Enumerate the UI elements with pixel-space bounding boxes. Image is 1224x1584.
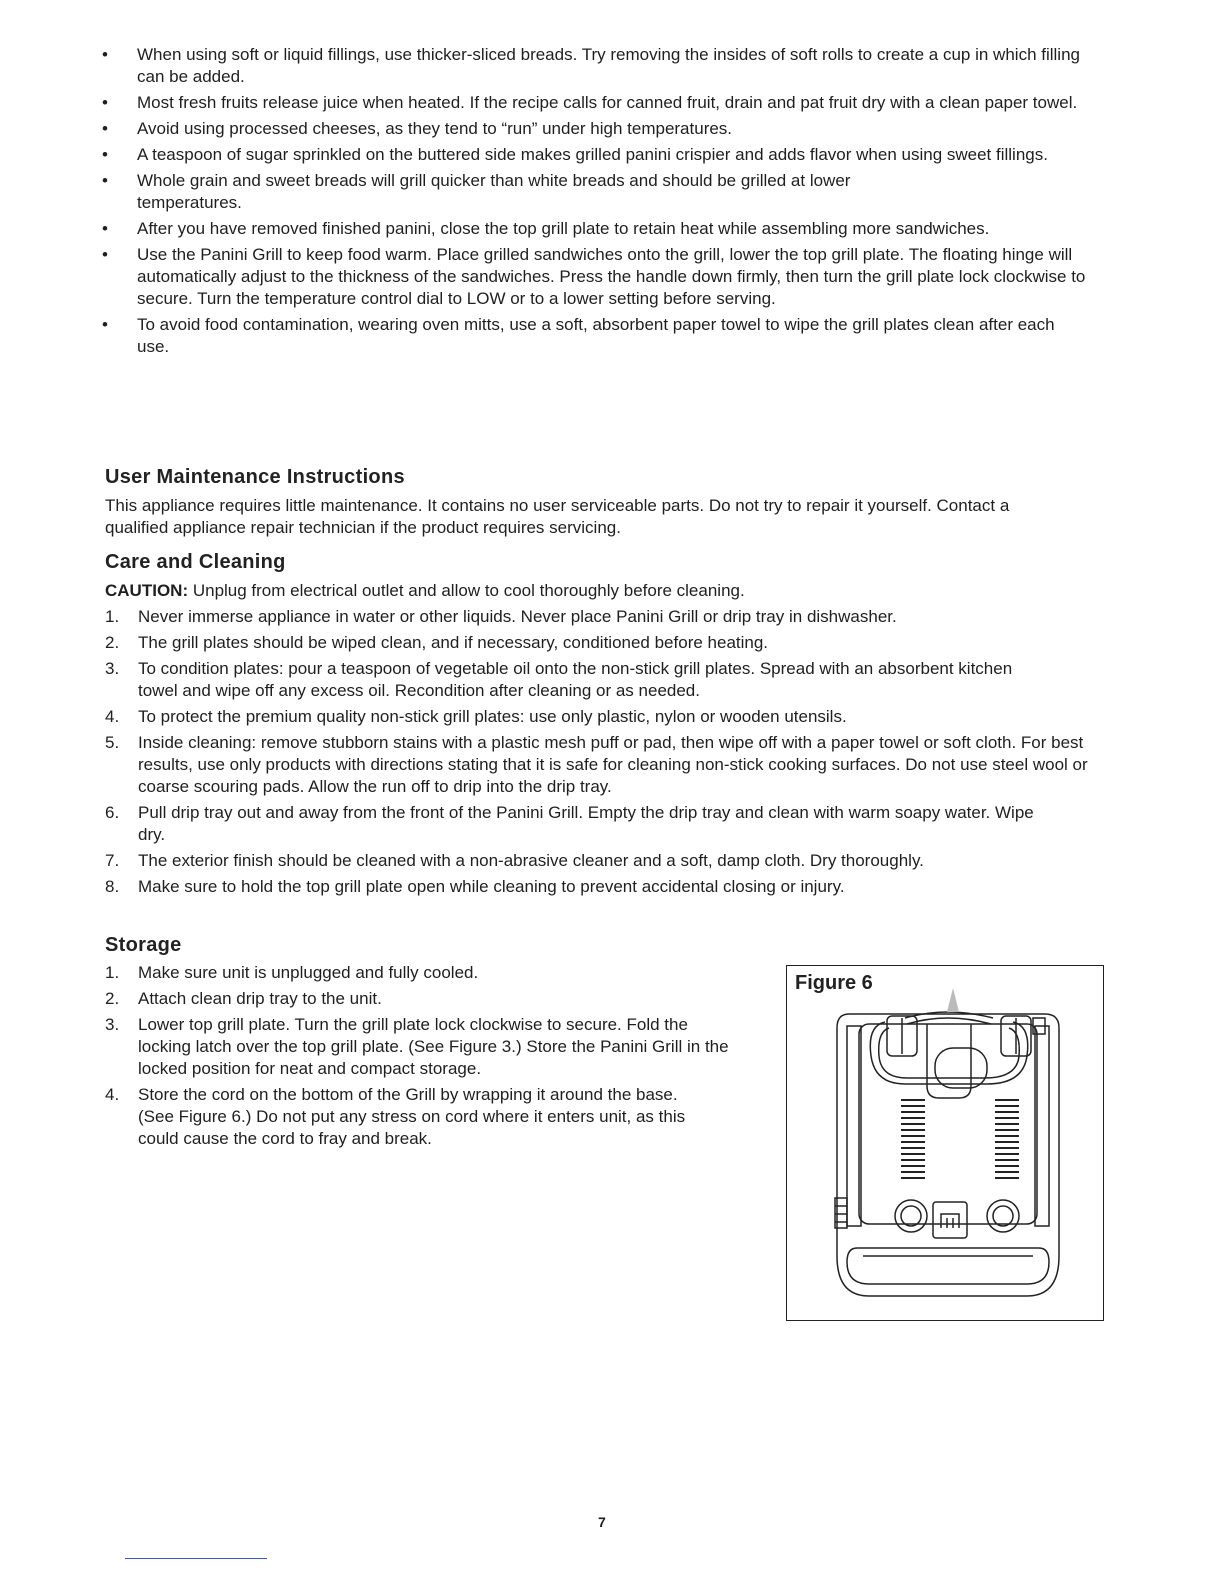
figure-6 — [786, 965, 1104, 1321]
list-item — [100, 44, 1110, 88]
storage-heading: Storage — [105, 934, 182, 956]
list-item — [105, 658, 1100, 702]
bullet-icon: • — [102, 315, 108, 334]
tip-text: Use the Panini Grill to keep food warm. Place grilled sandwiches onto the grill, lower the top grill plate. The floating hinge will automatically adjust to the thickness of the sandwiches. Press the handle down firmly, then turn the grill plate lock clockwise to secure. Turn the temperature control dial to LOW or to a lower setting before serving. — [137, 245, 1086, 308]
step-number: 2. — [105, 989, 120, 1008]
footer-divider — [125, 1558, 267, 1559]
care-steps — [105, 606, 1100, 902]
list-item — [100, 244, 1110, 310]
step-number: 4. — [105, 707, 120, 726]
list-item — [100, 118, 1110, 140]
step-number: 8. — [105, 877, 120, 896]
list-item — [105, 732, 1100, 798]
step-text: Never immerse appliance in water or other liquids. Never place Panini Grill or drip tray in dishwasher. — [138, 607, 897, 626]
list-item — [105, 606, 1100, 628]
bullet-icon: • — [102, 93, 108, 112]
list-item — [100, 170, 1110, 214]
list-item — [100, 314, 1110, 358]
list-item — [100, 218, 1110, 240]
list-item — [105, 988, 735, 1010]
step-number: 2. — [105, 633, 120, 652]
storage-steps — [105, 962, 735, 1154]
step-number: 4. — [105, 1085, 120, 1104]
step-number: 5. — [105, 733, 120, 752]
step-number: 3. — [105, 1015, 120, 1034]
step-number: 3. — [105, 659, 120, 678]
list-item — [105, 962, 735, 984]
tip-text: Whole grain and sweet breads will grill quicker than white breads and should be grilled at lower temperatures. — [137, 171, 851, 212]
tip-text: After you have removed finished panini, close the top grill plate to retain heat while assembling more sandwiches. — [137, 219, 990, 238]
step-text: Lower top grill plate. Turn the grill plate lock clockwise to secure. Fold the locking latch over the top grill plate. (See Figure 3.) Store the Panini Grill in the locked position for neat and compact storage. — [138, 1015, 729, 1078]
tip-text: A teaspoon of sugar sprinkled on the buttered side makes grilled panini crispier and adds flavor when using sweet fillings. — [137, 145, 1048, 164]
maintenance-text: This appliance requires little maintenance. It contains no user serviceable parts. Do not try to repair it yourself. Contact a qualified appliance repair technician if the product requires servicing. — [105, 496, 1010, 537]
step-text: To protect the premium quality non-stick grill plates: use only plastic, nylon or wooden utensils. — [138, 707, 847, 726]
step-text: To condition plates: pour a teaspoon of vegetable oil onto the non-stick grill plates. Spread with an absorbent kitchen towel and wipe off any excess oil. Recondition after cleaning or as needed. — [138, 659, 1013, 700]
list-item — [105, 706, 1100, 728]
bullet-icon: • — [102, 219, 108, 238]
tip-text: When using soft or liquid fillings, use thicker-sliced breads. Try removing the insides of soft rolls to create a cup in which filling can be added. — [137, 45, 1080, 86]
step-text: Make sure to hold the top grill plate open while cleaning to prevent accidental closing or injury. — [138, 877, 845, 896]
step-text: Inside cleaning: remove stubborn stains with a plastic mesh puff or pad, then wipe off with a paper towel or soft cloth. For best results, use only products with directions stating that it is safe for cleaning non-stick cooking surfaces. Do not use steel wool or coarse scouring pads. Allow the run off to drip into the drip tray. — [138, 733, 1088, 796]
step-number: 1. — [105, 963, 120, 982]
step-number: 7. — [105, 851, 120, 870]
tips-list — [100, 44, 1110, 362]
panini-grill-illustration — [787, 966, 1103, 1320]
bullet-icon: • — [102, 245, 108, 264]
page-number: 7 — [598, 1514, 606, 1530]
caution-line — [105, 580, 1105, 602]
tip-text: Most fresh fruits release juice when heated. If the recipe calls for canned fruit, drain and pat fruit dry with a clean paper towel. — [137, 93, 1078, 112]
list-item — [100, 92, 1110, 114]
list-item — [100, 144, 1110, 166]
step-text: Store the cord on the bottom of the Grill by wrapping it around the base. (See Figure 6.) Do not put any stress on cord where it enters unit, as this could cause the cord to fray and break. — [138, 1085, 686, 1148]
care-heading: Care and Cleaning — [105, 551, 286, 573]
bullet-icon: • — [102, 119, 108, 138]
caution-label: CAUTION: — [105, 581, 189, 600]
maintenance-heading: User Maintenance Instructions — [105, 466, 405, 488]
figure-label: Figure 6 — [795, 972, 873, 994]
step-text: Make sure unit is unplugged and fully cooled. — [138, 963, 479, 982]
step-text: Pull drip tray out and away from the front of the Panini Grill. Empty the drip tray and clean with warm soapy water. Wipe dry. — [138, 803, 1034, 844]
step-number: 6. — [105, 803, 120, 822]
bullet-icon: • — [102, 145, 108, 164]
step-text: The grill plates should be wiped clean, and if necessary, conditioned before heating. — [138, 633, 769, 652]
tip-text: Avoid using processed cheeses, as they tend to “run” under high temperatures. — [137, 119, 733, 138]
bullet-icon: • — [102, 171, 108, 190]
list-item — [105, 876, 1100, 898]
step-text: Attach clean drip tray to the unit. — [138, 989, 382, 1008]
tip-text: To avoid food contamination, wearing oven mitts, use a soft, absorbent paper towel to wipe the grill plates clean after each use. — [137, 315, 1055, 356]
list-item — [105, 850, 1100, 872]
step-text: The exterior finish should be cleaned with a non-abrasive cleaner and a soft, damp cloth. Dry thoroughly. — [138, 851, 924, 870]
list-item — [105, 1084, 735, 1150]
caution-text: Unplug from electrical outlet and allow to cool thoroughly before cleaning. — [188, 581, 745, 600]
bullet-icon: • — [102, 45, 108, 64]
list-item — [105, 1014, 735, 1080]
list-item — [105, 632, 1100, 654]
step-number: 1. — [105, 607, 120, 626]
list-item — [105, 802, 1100, 846]
